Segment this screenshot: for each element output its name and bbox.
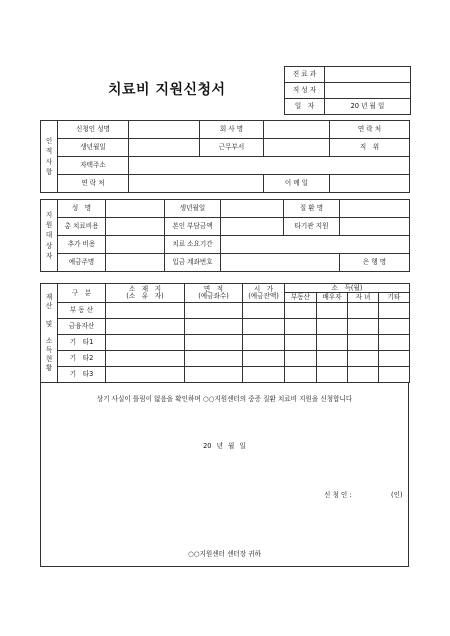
asset-cell[interactable] (348, 319, 379, 335)
asset-cell[interactable] (379, 367, 410, 383)
treatment-period-field[interactable] (221, 236, 410, 254)
account-number-label: 입금 계좌번호 (165, 254, 221, 272)
asset-cell[interactable] (317, 335, 348, 351)
disease-label: 질 환 명 (284, 200, 340, 218)
office-date-value[interactable]: 20 년 월 일 (325, 99, 411, 115)
asset-row-label: 금융자산 (58, 319, 106, 335)
asset-cell[interactable] (317, 303, 348, 319)
asset-cell[interactable] (317, 367, 348, 383)
addressee: ○○지원센터 센터장 귀하 (187, 550, 262, 558)
asset-cell[interactable] (106, 319, 185, 335)
company-name-label: 회 사 명 (200, 121, 264, 139)
department-field[interactable] (264, 139, 330, 157)
position-label: 직 위 (330, 139, 410, 157)
other-support-field[interactable] (340, 218, 410, 236)
asset-cell[interactable] (285, 335, 317, 351)
asset-cell[interactable] (106, 367, 185, 383)
self-pay-field[interactable] (221, 218, 284, 236)
treatment-period-label: 치료 소요기간 (165, 236, 221, 254)
income-col-children: 자 녀 (348, 293, 379, 303)
account-holder-label: 예금주명 (58, 254, 106, 272)
asset-cell[interactable] (185, 303, 243, 319)
phone-label: 연 락 처 (58, 175, 129, 193)
asset-row-label: 부 동 산 (58, 303, 106, 319)
asset-cell[interactable] (348, 335, 379, 351)
extra-cost-label: 추가 비용 (58, 236, 106, 254)
bank-name-label: 은 행 명 (340, 254, 410, 272)
applicant-birth-label: 생년월일 (58, 139, 129, 157)
applicant-name-label: 신청인 성명 (58, 121, 129, 139)
patient-name-field[interactable] (106, 200, 165, 218)
declaration-box (40, 382, 409, 567)
patient-section-label: 지 원 대 상 자 (41, 200, 58, 272)
office-use-table (284, 66, 411, 115)
office-dept-label: 진 료 과 (285, 67, 325, 83)
asset-cell[interactable] (106, 351, 185, 367)
home-address-field[interactable] (129, 157, 410, 175)
asset-cell[interactable] (379, 351, 410, 367)
asset-cell[interactable] (106, 303, 185, 319)
asset-cell[interactable] (285, 351, 317, 367)
applicant-info-table (40, 120, 410, 193)
monthly-income-header: 소 득(월) (285, 284, 410, 293)
email-label: 이 메 일 (264, 175, 330, 193)
asset-cell[interactable] (379, 303, 410, 319)
office-writer-label: 직 성 자 (285, 83, 325, 99)
patient-name-label: 성 명 (58, 200, 106, 218)
asset-cell[interactable] (243, 367, 285, 383)
asset-cell[interactable] (243, 351, 285, 367)
asset-cell[interactable] (106, 335, 185, 351)
asset-cell[interactable] (185, 335, 243, 351)
declaration-date: 20 년 월 일 (203, 442, 246, 450)
asset-type-header: 구 분 (58, 284, 106, 303)
asset-cell[interactable] (317, 351, 348, 367)
other-support-label: 타기관 지원 (284, 218, 340, 236)
total-cost-label: 총 치료비용 (58, 218, 106, 236)
contact-label: 연 락 처 (330, 121, 410, 139)
asset-area-header: 면 적 (예금좌수) (185, 284, 243, 303)
applicant-birth-field[interactable] (129, 139, 200, 157)
patient-birth-field[interactable] (221, 200, 284, 218)
email-field[interactable] (330, 175, 410, 193)
home-address-label: 자택주소 (58, 157, 129, 175)
office-writer-value[interactable] (325, 83, 411, 99)
phone-field[interactable] (129, 175, 264, 193)
asset-row-label: 기 타1 (58, 335, 106, 351)
assets-income-table (40, 283, 410, 383)
asset-cell[interactable] (243, 319, 285, 335)
declaration-statement: 상기 사실이 틀림이 없음을 확인하며 ○○지원센터의 중증 질환 치료비 지원을 신청합니다 (96, 395, 353, 403)
account-holder-field[interactable] (106, 254, 165, 272)
extra-cost-field[interactable] (106, 236, 165, 254)
asset-cell[interactable] (185, 367, 243, 383)
applicant-signature-label: 신 청 인 : (324, 491, 352, 499)
asset-cell[interactable] (285, 303, 317, 319)
asset-cell[interactable] (348, 367, 379, 383)
asset-cell[interactable] (285, 319, 317, 335)
asset-location-header: 소 재 지 (소 유 자) (106, 284, 185, 303)
asset-row-label: 기 타2 (58, 351, 106, 367)
office-date-label: 일 자 (285, 99, 325, 115)
asset-cell[interactable] (243, 303, 285, 319)
asset-cell[interactable] (379, 319, 410, 335)
office-dept-value[interactable] (325, 67, 411, 83)
income-col-spouse: 배우자 (317, 293, 348, 303)
asset-cell[interactable] (348, 303, 379, 319)
disease-field[interactable] (340, 200, 410, 218)
asset-row-label: 기 타3 (58, 367, 106, 383)
asset-cell[interactable] (285, 367, 317, 383)
company-name-field[interactable] (264, 121, 330, 139)
income-col-realestate: 부동산 (285, 293, 317, 303)
asset-cell[interactable] (185, 319, 243, 335)
income-col-other: 기타 (379, 293, 410, 303)
document-title: 치료비 지원신청서 (108, 82, 226, 98)
asset-cell[interactable] (379, 335, 410, 351)
asset-cell[interactable] (185, 351, 243, 367)
department-label: 근무부서 (200, 139, 264, 157)
applicant-name-field[interactable] (129, 121, 200, 139)
asset-cell[interactable] (317, 319, 348, 335)
self-pay-label: 본인 부담금액 (165, 218, 221, 236)
patient-birth-label: 생년월일 (165, 200, 221, 218)
seal-mark: (인) (391, 491, 403, 499)
asset-value-header: 시 가 (예금잔액) (243, 284, 285, 303)
total-cost-field[interactable] (106, 218, 165, 236)
asset-cell[interactable] (243, 335, 285, 351)
assets-section-label: 재 산 및 소 득 현 황 (41, 284, 58, 383)
account-number-field[interactable] (221, 254, 340, 272)
asset-cell[interactable] (348, 351, 379, 367)
applicant-section-label: 인 적 사 항 (41, 121, 58, 193)
patient-info-table (40, 199, 410, 272)
